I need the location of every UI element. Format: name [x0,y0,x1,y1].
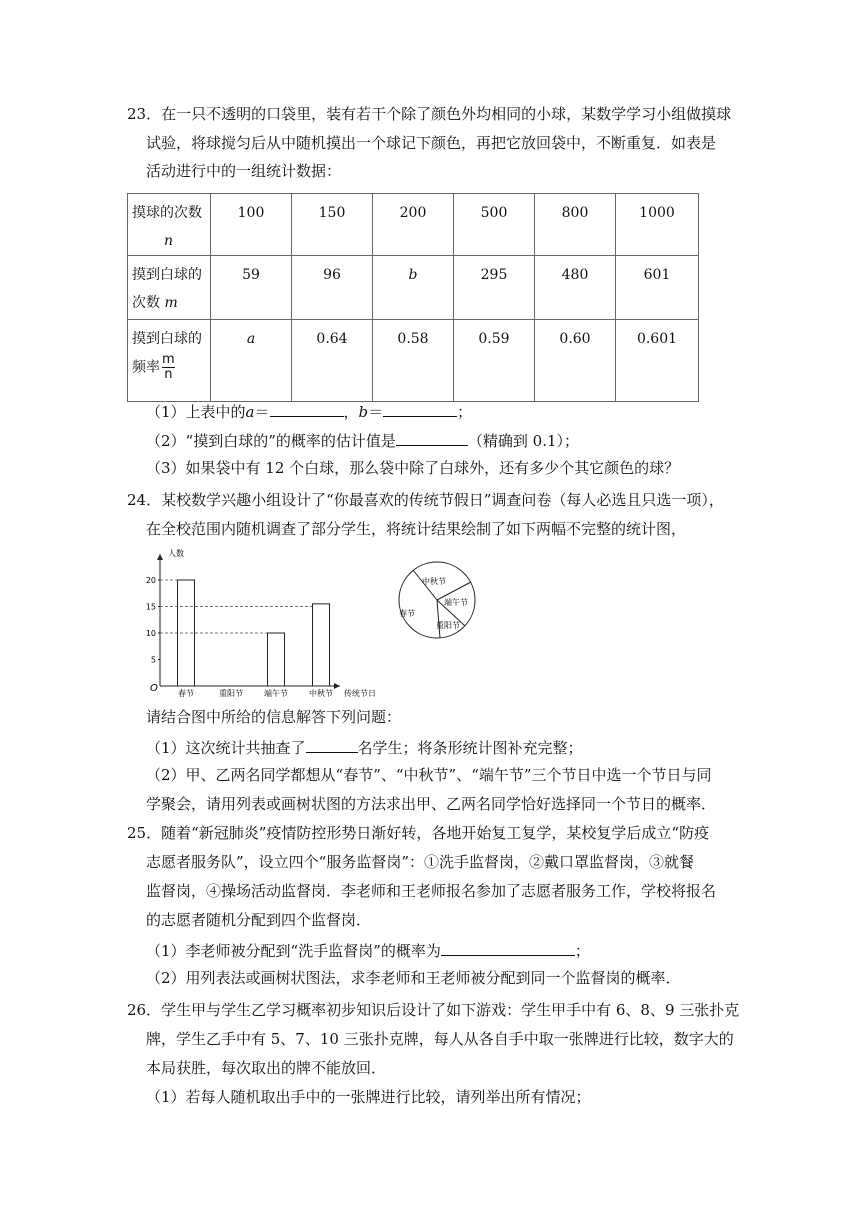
y-axis-arrow [157,554,163,560]
q25-sub-1: （1）李老师被分配到“洗手监督岗”的概率为 ； [146,939,590,961]
q26-line-3: 本局获胜，每次取出的牌不能放回． [146,1059,387,1077]
table-cell: 59 [211,256,292,320]
q23-sub-3: （3）如果袋中有 12 个白球，那么袋中除了白球外，还有多少个其它颜色的球？ [146,459,680,477]
pie-label-double-ninth: 重阳节 [436,621,460,630]
answer-blank-b[interactable] [383,400,457,417]
q24-line-1: 24．某校数学兴趣小组设计了“你最喜欢的传统节假日”调查问卷（每人必选且只选一项）， [127,491,724,509]
pie-label-dragon-boat: 端午节 [444,598,468,607]
x-tick-label: 中秋节 [309,689,333,698]
y-tick-label: 15 [145,602,156,612]
pie-label-spring: 春节 [399,609,415,618]
x-tick-label: 端午节 [264,689,288,698]
q25-line-3: 监督岗，④操场活动监督岗．李老师和王老师报名参加了志愿者服务工作，学校将报名 [146,882,717,900]
answer-blank-count[interactable] [306,736,358,753]
x-tick-label: 重阳节 [219,689,243,698]
fraction-m-over-n: $\frac{m}{n}$ [162,352,175,382]
q24-line-2: 在全校范围内随机调查了部分学生，将统计结果绘制了如下两幅不完整的统计图， [146,520,687,538]
table-cell: 150 [292,194,373,256]
q23-line-3: 活动进行中的一组统计数据： [146,162,342,180]
q23-line-1: 23．在一只不透明的口袋里，装有若干个除了颜色外均相同的小球，某数学学习小组做摸球 [127,105,732,123]
q23-sub-1: （1）上表中的a＝ ，b＝ ； [146,400,472,422]
table-cell: 0.64 [292,320,373,402]
row-label-n: 摸球的次数 n [128,194,211,256]
bar [268,633,285,686]
origin-label: O [150,683,158,694]
table-cell: 0.60 [535,320,616,402]
y-tick-label: 20 [145,576,156,585]
q25-line-4: 的志愿者随机分配到四个监督岗． [146,911,372,929]
q26-sub-1: （1）若每人随机取出手中的一张牌进行比较，请列举出所有情况； [146,1088,591,1106]
table-cell: 500 [454,194,535,256]
table-cell: 0.59 [454,320,535,402]
pie-divider [437,600,440,638]
table-cell: 100 [211,194,292,256]
table-cell: 96 [292,256,373,320]
q23-line-2: 试验，将球搅匀后从中随机摸出一个球记下颜色，再把它放回袋中，不断重复．如表是 [146,134,717,152]
y-tick-label: 10 [145,629,156,638]
q26-line-1: 26．学生甲与学生乙学习概率初步知识后设计了如下游戏：学生甲手中有 6、8、9 三张扑克 [127,1001,740,1019]
q26-line-2: 牌，学生乙手中有 5、7、10 三张扑克牌，每人从各自手中取一张牌进行比较，数字大的 [146,1030,734,1048]
x-tick-label: 春节 [178,689,194,698]
q25-line-2: 志愿者服务队”，设立四个“服务监督岗”：①洗手监督岗，②戴口罩监督岗，③就餐 [146,853,695,871]
q23-sub-2: （2）“摸到白球的”的概率的估计值是 （精确到 0.1）； [146,429,579,451]
y-axis-label: 人数 [168,549,184,558]
table-cell: 0.58 [373,320,454,402]
statistics-table [127,193,699,402]
table-cell: 480 [535,256,616,320]
bar-chart [140,544,400,704]
table-cell: b [373,256,454,320]
table-cell: 1000 [616,194,699,256]
bar [313,604,330,686]
q24-sub-2-line-1: （2）甲、乙两名同学都想从“春节”、“中秋节”、“端午节”三个节日中选一个节日与同 [146,766,712,784]
pie-label-mid-autumn: 中秋节 [422,577,446,586]
answer-blank-a[interactable] [270,400,344,417]
row-label-m: 摸到白球的 次数 m [128,256,211,320]
table-cell: 601 [616,256,699,320]
x-axis-label: 传统节日 [344,689,376,698]
x-axis-arrow [334,683,340,689]
answer-blank-probability[interactable] [396,429,468,446]
q24-after: 请结合图中所给的信息解答下列问题： [146,708,402,726]
q24-sub-2-line-2: 学聚会，请用列表或画树状图的方法求出甲、乙两名同学恰好选择同一个节日的概率． [146,795,717,813]
table-cell: 800 [535,194,616,256]
pie-chart [392,555,482,645]
row-label-freq: 摸到白球的 频率 $\frac{m}{n}$ [128,320,211,402]
q25-line-1: 25．随着“新冠肺炎”疫情防控形势日渐好转，各地开始复工复学，某校复学后成立“防疫 [127,824,710,842]
q25-sub-2: （2）用列表法或画树状图法，求李老师和王老师被分配到同一个监督岗的概率． [146,969,681,987]
table-cell: 295 [454,256,535,320]
y-tick-label: 5 [150,655,156,665]
table-cell: 0.601 [616,320,699,402]
table-cell: a [211,320,292,402]
q24-sub-1: （1）这次统计共抽查了 名学生；将条形统计图补充完整； [146,736,583,758]
table-cell: 200 [373,194,454,256]
answer-blank-probability-2[interactable] [441,939,575,956]
